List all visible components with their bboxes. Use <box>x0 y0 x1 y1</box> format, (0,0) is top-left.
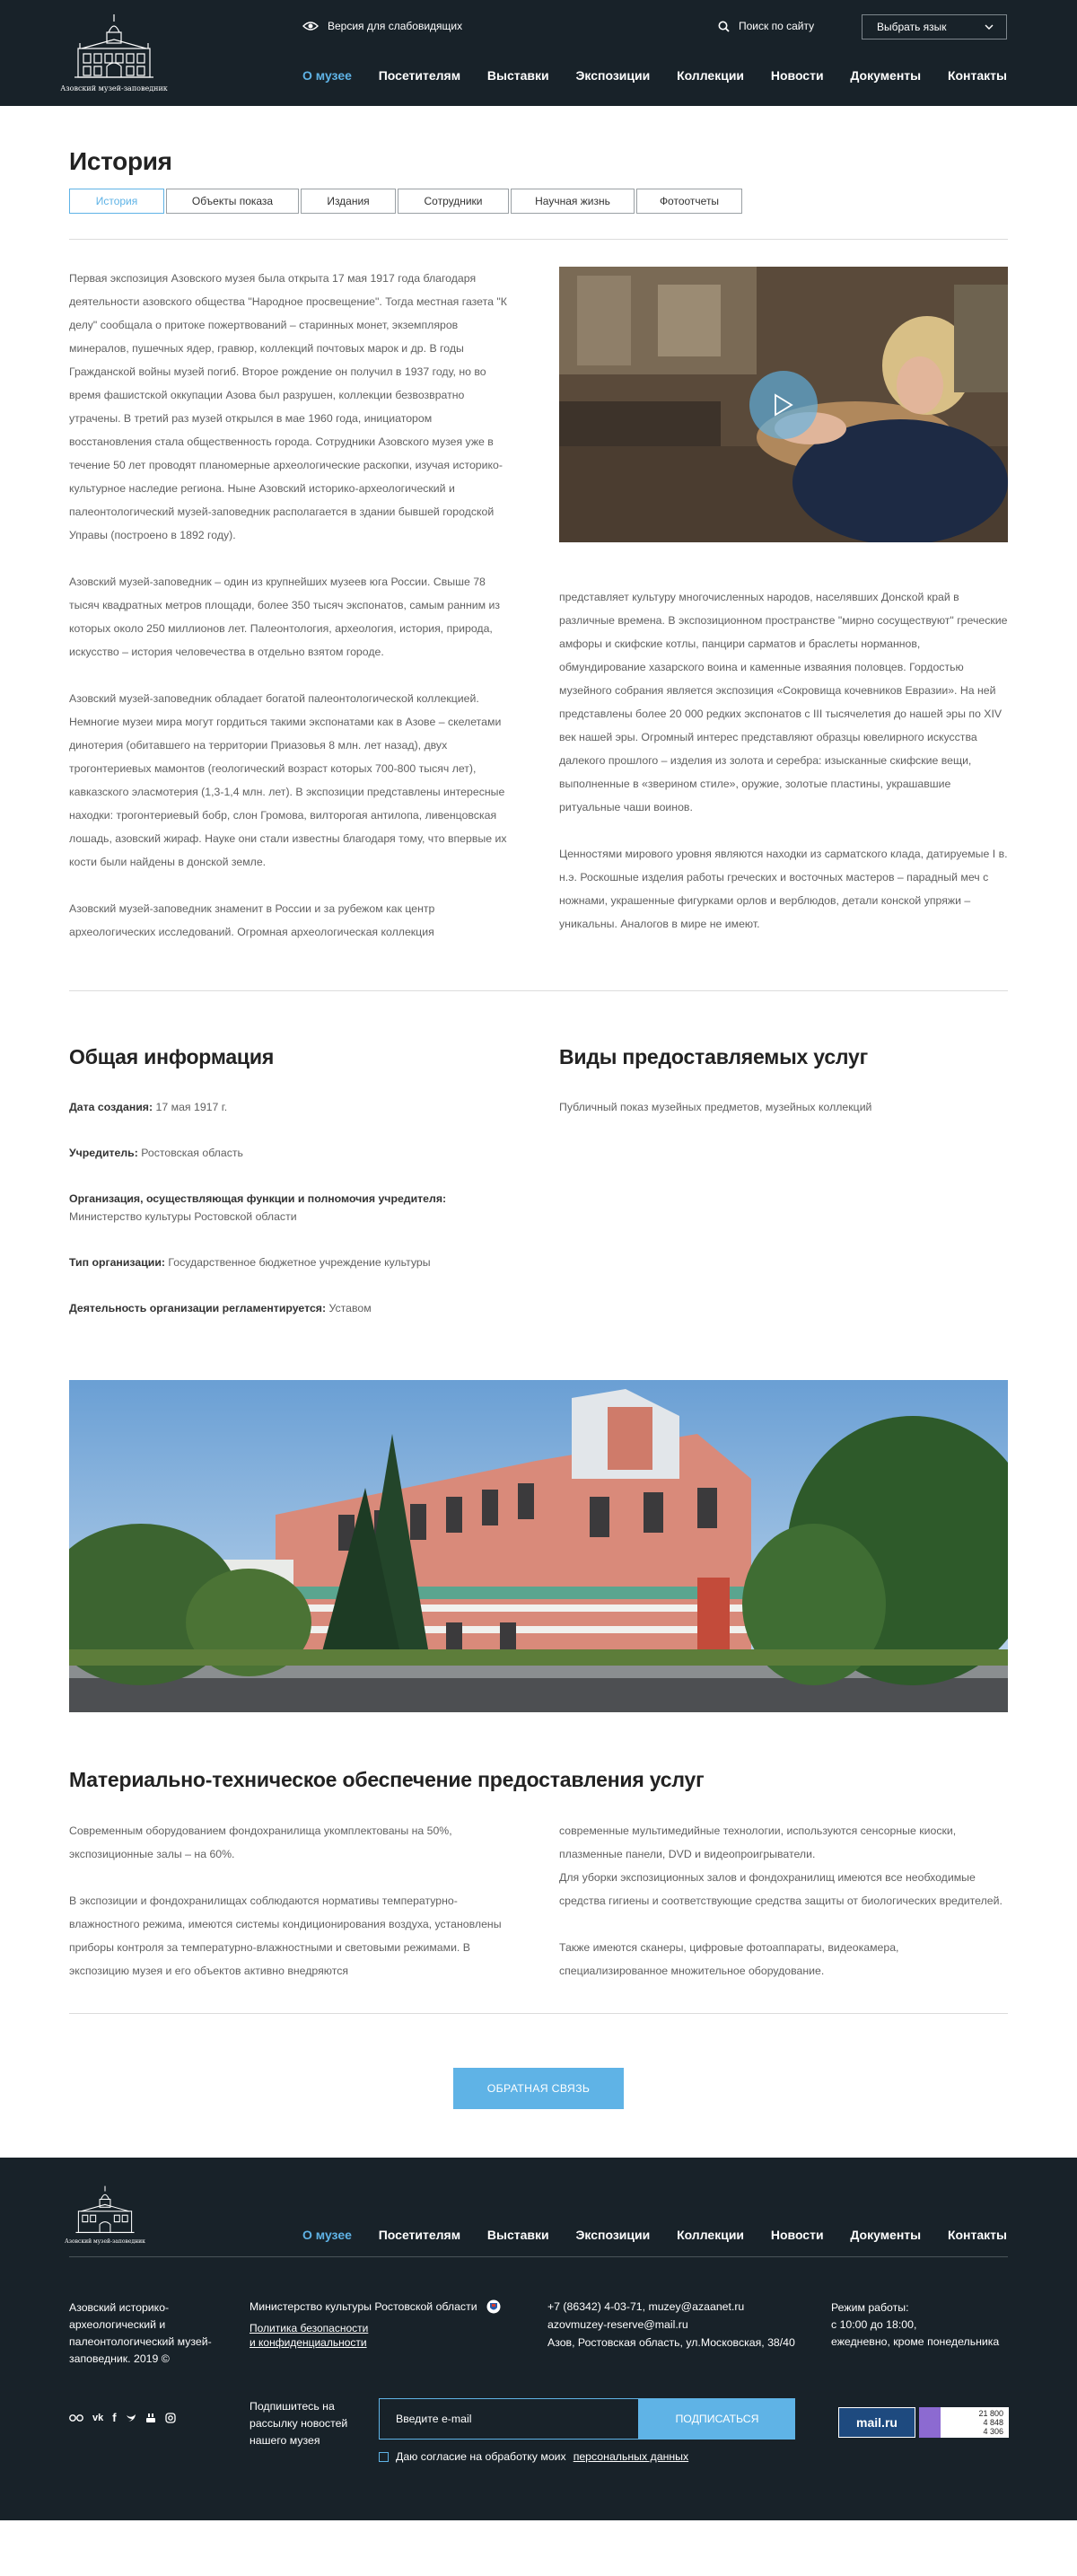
footer-nav-item-exhibitions[interactable]: Выставки <box>486 2228 549 2242</box>
material-paragraph: В экспозиции и фондохранилищах соблюдаются нормативы температурно-влажностного режима, имеются системы кондиционирования воздуха, установлены приборы контроля за температурно-влажностными и световыми режимами. В экспозицию музея и его объектов активно внедряются <box>69 1895 502 1977</box>
low-vision-link[interactable] <box>302 20 462 32</box>
museum-building-photo <box>69 1380 1008 1712</box>
tab-staff[interactable]: Сотрудники <box>398 189 509 214</box>
hours-time: с 10:00 до 18:00, <box>831 2318 917 2331</box>
tab-publications[interactable]: Издания <box>301 189 396 214</box>
play-button[interactable] <box>749 371 818 439</box>
tripadvisor-icon[interactable] <box>69 2413 83 2422</box>
history-video[interactable] <box>559 267 1008 542</box>
hours-days: ежедневно, кроме понедельника <box>831 2335 1000 2348</box>
nav-item-contacts[interactable]: Контакты <box>947 68 1007 83</box>
footer-nav-item-collections[interactable]: Коллекции <box>677 2228 745 2242</box>
play-icon <box>773 393 794 417</box>
footer-contacts <box>547 2298 795 2352</box>
counters <box>838 2407 1009 2438</box>
history-paragraph: Ценностями мирового уровня являются находки из сарматского клада, датируемые I в. н.э. Роскошные изделия работы греческих и восточных мастеров – парадный меч с ножнами, украшенные фигурками орлов и верблюдов, детали конской упряжи – уникальны. Аналогов в мире не имеют. <box>559 848 1008 930</box>
nav-item-expositions[interactable]: Экспозиции <box>575 68 651 83</box>
site-header <box>0 0 1077 106</box>
material-paragraph: Также имеются сканеры, цифровые фотоаппараты, видеокамера, специализированное множительное оборудование. <box>559 1941 899 1977</box>
counter-value: 4 848 <box>983 2418 1003 2427</box>
material-paragraph: современные мультимедийные технологии, используются сенсорные киоски, плазменные панели, DVD и видеопроигрыватели. <box>559 1824 957 1860</box>
material-paragraph: Для уборки экспозиционных залов и фондохранилищ имеются все необходимые средства гигиены и соответствующие средства защиты от биологических вредителей. <box>559 1871 1003 1907</box>
nav-item-visitors[interactable]: Посетителям <box>378 68 461 83</box>
instagram-icon[interactable] <box>165 2413 176 2423</box>
hours-label: Режим работы: <box>831 2301 909 2314</box>
coat-of-arms-icon <box>486 2299 501 2314</box>
history-right-text <box>559 585 1008 936</box>
nav-item-exhibitions[interactable]: Выставки <box>486 68 549 83</box>
logo-caption: Азовский музей-заповедник <box>60 84 168 92</box>
footer-hours <box>831 2299 999 2351</box>
privacy-policy-link[interactable]: Политика безопасности <box>250 2322 369 2334</box>
material-left-column <box>69 1819 513 2006</box>
history-right-column <box>559 267 1008 967</box>
logo-caption: Азовский музей-заповедник <box>65 2238 145 2245</box>
visits-counter[interactable] <box>919 2407 1009 2438</box>
youtube-icon[interactable] <box>145 2413 156 2423</box>
services-info <box>559 1045 1008 1317</box>
history-paragraph: Азовский музей-заповедник – один из крупнейших музеев юга России. Свыше 78 тысяч квадратных метров площади, более 350 тысяч экспонатов, самым ранним из которых около 250 миллионов лет. Палеонтология, археология, история, природа, искусство – история человечества в отдельно взятом городе. <box>69 576 500 658</box>
tab-history[interactable]: История <box>69 189 164 214</box>
search-link[interactable] <box>718 20 814 32</box>
divider <box>69 2013 1008 2014</box>
material-paragraph: Современным оборудованием фондохранилища укомплектованы на 50%, экспозиционные залы – на 60%. <box>69 1824 452 1860</box>
social-links <box>69 2411 176 2424</box>
material-right-column <box>559 1819 1008 2006</box>
footer-about: Азовский историко-археологический и палеонтологический музей-заповедник. 2019 © <box>69 2301 212 2365</box>
material-title: Материально-техническое обеспечение предоставления услуг <box>69 1768 705 1791</box>
general-info <box>69 1045 513 1317</box>
tab-photo-reports[interactable]: Фотоотчеты <box>636 189 742 214</box>
footer-logo[interactable] <box>65 2185 145 2245</box>
page-title: История <box>69 147 172 175</box>
footer-nav-item-news[interactable]: Новости <box>770 2228 824 2242</box>
vk-icon[interactable]: vk <box>92 2412 104 2423</box>
services-text: Публичный показ музейных предметов, музейных коллекций <box>559 1101 872 1113</box>
divider <box>69 239 1008 240</box>
divider <box>69 990 1008 991</box>
info-item-org-type: Тип организации: Государственное бюджетное учреждение культуры <box>69 1256 431 1269</box>
footer-ministry <box>250 2299 501 2350</box>
counter-value: 4 306 <box>983 2427 1003 2436</box>
subscribe-button[interactable]: ПОДПИСАТЬСЯ <box>639 2398 795 2440</box>
nav-item-documents[interactable]: Документы <box>850 68 922 83</box>
tab-science[interactable]: Научная жизнь <box>511 189 635 214</box>
info-section <box>69 1045 1008 1317</box>
history-left-column <box>69 267 513 967</box>
footer-nav-item-contacts[interactable]: Контакты <box>947 2228 1007 2242</box>
nav-item-collections[interactable]: Коллекции <box>677 68 745 83</box>
eye-icon <box>302 21 319 31</box>
museum-building-logo-icon <box>72 2185 138 2237</box>
counter-value: 21 800 <box>978 2409 1003 2418</box>
info-item-regulation: Деятельность организации регламентируется: Уставом <box>69 1302 372 1314</box>
history-paragraph: Первая экспозиция Азовского музея была открыта 17 мая 1917 года благодаря деятельности азовского общества "Народное просвещение". Тогда местная газета "К делу" сообщала о притоке пожертвований – старинных монет, экземпляров минералов, пушечных ядер, гравюр, коллекций почтовых марок и др. В годы Гражданской войны музей погиб. Второе рождение он получил в 1937 году, но во время фашистской оккупации Азова был разрушен, коллекции безвозвратно утрачены. В третий раз музей открылся в мае 1960 года, инициатором восстановления стала общественность города. Сотрудники Азовского музея уже в течение 50 лет проводят планомерные археологические раскопки, изучая историко-культурное наследие региона. Ныне Азовский историко-археологический и палеонтологический музей-заповедник располагается в здании бывшей городской Управы (построено в 1892 году). <box>69 272 507 541</box>
checkbox-icon[interactable] <box>379 2452 389 2462</box>
museum-building-image <box>69 1380 1008 1712</box>
footer-nav-item-visitors[interactable]: Посетителям <box>378 2228 461 2242</box>
subscribe-text: Подпишитесь на рассылку новостей нашего музея <box>250 2400 348 2447</box>
general-info-title: Общая информация <box>69 1045 275 1068</box>
twitter-icon[interactable] <box>126 2413 136 2423</box>
footer-nav-item-documents[interactable]: Документы <box>850 2228 922 2242</box>
language-select-label: Выбрать язык <box>877 21 947 33</box>
footer-divider <box>69 2256 1008 2257</box>
consent-text: Даю согласие на обработку моих <box>396 2450 566 2463</box>
feedback-button[interactable]: ОБРАТНАЯ СВЯЗЬ <box>453 2068 624 2109</box>
footer-nav-item-expositions[interactable]: Экспозиции <box>575 2228 651 2242</box>
history-paragraph: Азовский музей-заповедник обладает богатой палеонтологической коллекцией. Немногие музеи мира могут гордиться такими экспонатами как в Азове – скелетами динотерия (обитавшего на территории Приазовья 8 млн. лет назад), двух трогонтериевых мамонтов (геологический возраст которых 700-800 тысяч лет), кавказского эласмотерия (1,3-1,4 млн. лет). В экспозиции представлены интересные находки: трогонтериевый бобр, слон Громова, вилторогая антилопа, ливенцовская лошадь, азовский жираф. Науке они стали известны благодаря тому, что впервые их кости были найдены в донской земле. <box>69 692 507 868</box>
mailru-counter[interactable]: mail.ru <box>838 2407 915 2438</box>
personal-data-link[interactable]: персональных данных <box>573 2450 689 2463</box>
info-item-founder: Учредитель: Ростовская область <box>69 1147 243 1159</box>
low-vision-label: Версия для слабовидящих <box>328 20 463 32</box>
language-select[interactable] <box>862 14 1007 40</box>
services-title: Виды предоставляемых услуг <box>559 1045 868 1068</box>
site-footer <box>0 2158 1077 2520</box>
contact-address: Азов, Ростовская область, ул.Московская, 38/40 <box>547 2336 795 2349</box>
info-item-founder-organization: Организация, осуществляющая функции и полномочия учредителя: Министерство культуры Ростовской области <box>69 1192 447 1223</box>
consent-checkbox[interactable] <box>379 2450 688 2463</box>
contact-phone-email[interactable]: +7 (86342) 4-03-71, muzey@azaanet.ru <box>547 2300 745 2313</box>
history-section <box>69 267 1008 967</box>
section-tabs <box>69 189 1008 214</box>
privacy-policy-link[interactable]: и конфиденциальности <box>250 2336 367 2349</box>
tab-objects[interactable]: Объекты показа <box>166 189 299 214</box>
footer-nav <box>302 2228 1007 2242</box>
ministry-link[interactable]: Министерство культуры Ростовской области <box>250 2300 477 2313</box>
facebook-icon[interactable]: f <box>112 2411 117 2424</box>
search-label: Поиск по сайту <box>739 20 815 32</box>
history-paragraph: Азовский музей-заповедник знаменит в России и за рубежом как центр археологических исследований. Огромная археологическая коллекция <box>69 902 435 938</box>
search-icon <box>718 21 730 32</box>
chevron-down-icon <box>985 24 994 30</box>
main-nav <box>302 68 1007 83</box>
email-input[interactable] <box>379 2398 639 2440</box>
main-content <box>69 147 1008 2109</box>
material-section <box>69 1819 1008 2006</box>
info-item-date: Дата создания: 17 мая 1917 г. <box>69 1101 228 1113</box>
nav-item-news[interactable]: Новости <box>770 68 824 83</box>
history-paragraph: представляет культуру многочисленных народов, населявших Донской край в различные времена. В экспозиционном пространстве "мирно сосуществуют" греческие амфоры и скифские котлы, панцири сарматов и браслеты норманнов, обмундирование хазарского воина и каменные изваяния половцев. Гордостью музейного собрания является экспозиция «Сокровища кочевников Евразии». На ней представлены более 20 000 редких экспонатов с III тысячелетия до нашей эры по XIV век нашей эры. Огромный интерес представляют образцы ювелирного искусства далекого прошлого – изделия из золота и серебра: изысканные скифские вещи, выполненные в «зверином стиле», оружие, золотые пластины, украшавшие ритуальные чаши воинов. <box>559 591 1008 813</box>
footer-nav-item-about[interactable]: О музее <box>302 2228 352 2242</box>
nav-item-about[interactable]: О музее <box>302 68 352 83</box>
privacy-links <box>250 2321 501 2350</box>
contact-email[interactable]: azovmuzey-reserve@mail.ru <box>547 2318 688 2331</box>
